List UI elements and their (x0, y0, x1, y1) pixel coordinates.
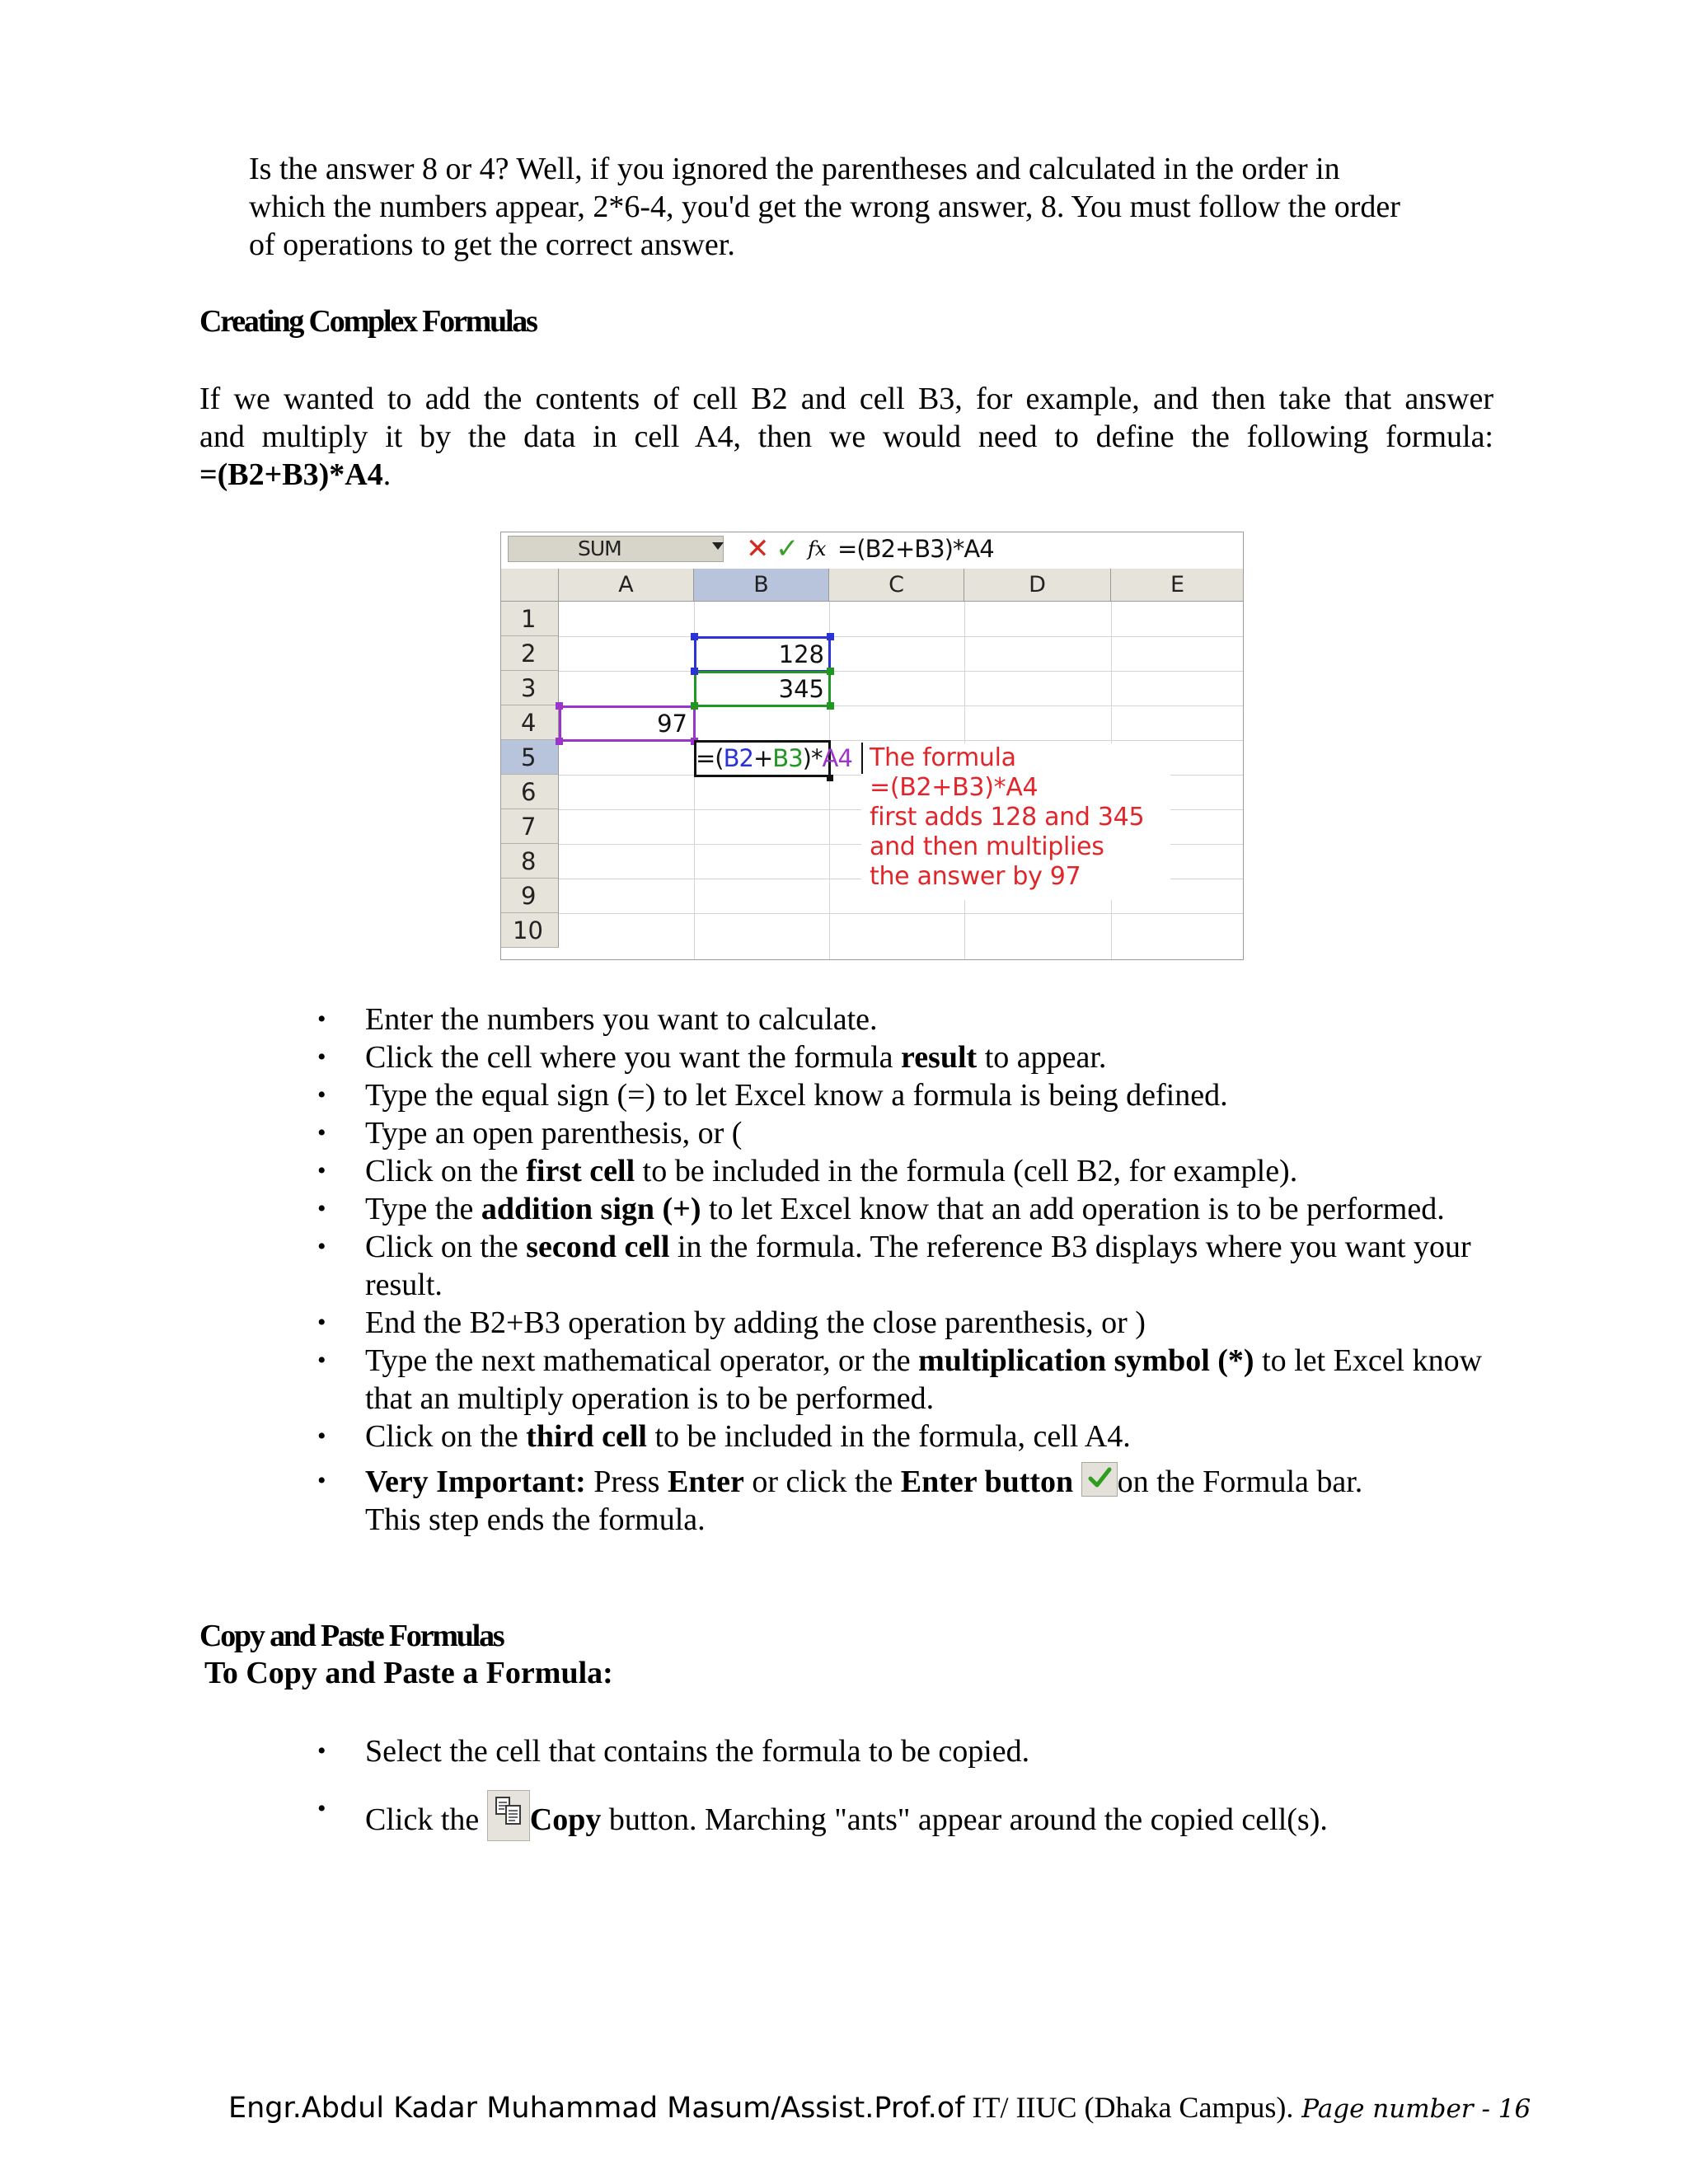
step-text: Type the (365, 1192, 481, 1226)
step-text: Click on the (365, 1419, 527, 1454)
step-text: to let Excel know that an add operation is to be performed. (701, 1192, 1445, 1226)
formula-part: + (753, 744, 773, 772)
section1-line: If we wanted to add the contents of cell B2 and cell B3, for example, and then take that answer (199, 382, 1493, 416)
list-item (317, 1038, 1494, 1076)
step-bold: second cell (526, 1230, 670, 1264)
step-text: Enter the numbers you want to calculate. (365, 1002, 878, 1037)
annotation-line: first adds 128 and 345 (870, 803, 1145, 832)
cell-b2[interactable]: 128 (778, 640, 824, 668)
list-item (317, 1001, 1494, 1038)
bullet: • (317, 1005, 326, 1033)
formula-line (199, 456, 1493, 494)
formula-part: )* (802, 744, 823, 772)
column-header-b[interactable]: B (694, 569, 829, 602)
formula-ref-a4: A4 (822, 744, 852, 772)
step-text: or click the (743, 1465, 901, 1499)
section-heading-complex-formulas: Creating Complex Formulas (199, 304, 537, 339)
list-item (317, 1114, 1494, 1152)
step-text: Type an open parenthesis, or ( (365, 1116, 743, 1151)
step-text: Type the next mathematical operator, or the (365, 1343, 919, 1378)
chevron-down-icon[interactable] (712, 542, 724, 550)
cell-b5-formula[interactable] (696, 743, 852, 774)
intro-line: Is the answer 8 or 4? Well, if you ignored the parentheses and calculated in the order in (249, 152, 1340, 186)
step-bold: result (901, 1040, 978, 1075)
step-text: Select the cell that contains the formula to be copied. (365, 1734, 1030, 1769)
formula-bar-input[interactable]: =(B2+B3)*A4 (837, 535, 994, 563)
insert-function-icon[interactable]: fx (808, 537, 827, 560)
row-header-9[interactable]: 9 (501, 879, 559, 913)
step-text: Click the cell where you want the formula (365, 1040, 902, 1075)
step-bold: Copy (529, 1802, 602, 1837)
bullet: • (317, 1309, 326, 1336)
list-item (317, 1342, 1494, 1418)
annotation-text (870, 743, 1144, 892)
checkmark-icon[interactable]: ✓ (776, 532, 799, 565)
cell-a4[interactable]: 97 (657, 710, 687, 738)
list-item (317, 1790, 1494, 1841)
step-text: Click the (365, 1802, 487, 1837)
row-header-4[interactable]: 4 (501, 705, 559, 740)
step-text: in the formula. The reference B3 displays where you want your result. (365, 1230, 1471, 1302)
list-item (317, 1190, 1494, 1228)
formula-period: . (382, 457, 392, 492)
steps-list (317, 1001, 1494, 1539)
column-header-c[interactable]: C (829, 569, 964, 602)
checkmark-icon (1081, 1462, 1118, 1497)
annotation-line: The formula (870, 743, 1016, 772)
step-text: to be included in the formula, cell A4. (646, 1419, 1131, 1454)
step-text: to let Excel know that an multiply operation is to be performed. (365, 1343, 1483, 1416)
name-box[interactable]: SUM (508, 536, 724, 562)
bullet: • (317, 1081, 326, 1108)
fill-handle[interactable] (827, 775, 833, 781)
formula-ref-b2: B2 (723, 744, 753, 772)
footer-author: Engr.Abdul Kadar Muhammad Masum/Assist.Prof.of (228, 2092, 965, 2125)
list-item-important (317, 1462, 1494, 1539)
formula-bar (501, 532, 1244, 569)
annotation-note (861, 743, 1170, 900)
column-header-d[interactable]: D (964, 569, 1111, 602)
row-header-7[interactable]: 7 (501, 809, 559, 844)
range-handle[interactable] (827, 633, 834, 640)
list-item (317, 1152, 1494, 1190)
list-item (317, 1304, 1494, 1342)
intro-line: of operations to get the correct answer. (249, 227, 735, 262)
intro-line: which the numbers appear, 2*6-4, you'd get the wrong answer, 8. You must follow the order (249, 190, 1400, 224)
bullet: • (317, 1119, 326, 1146)
step-text: Press (585, 1465, 668, 1499)
bullet: • (317, 1233, 326, 1260)
step-text: button. Marching "ants" appear around the copied cell(s). (601, 1802, 1328, 1837)
list-item (317, 1228, 1494, 1304)
footer-page-number: Page number - 16 (1293, 2094, 1531, 2124)
row-header-3[interactable]: 3 (501, 671, 559, 705)
step-text: to be included in the formula (cell B2, for example). (635, 1154, 1298, 1188)
section1-line: and multiply it by the data in cell A4, then we would need to define the following formula: (199, 419, 1493, 454)
bullet: • (317, 1347, 326, 1374)
row-header-1[interactable]: 1 (501, 602, 559, 636)
subheading-copy-paste: To Copy and Paste a Formula: (204, 1656, 613, 1690)
step-text: to appear. (977, 1040, 1107, 1075)
step-bold: multiplication symbol (*) (918, 1343, 1254, 1378)
row-header-5[interactable]: 5 (501, 740, 559, 775)
row-header-6[interactable]: 6 (501, 775, 559, 809)
bullet: • (317, 1195, 326, 1222)
grid-line (559, 636, 1244, 637)
range-handle[interactable] (827, 702, 834, 710)
annotation-line: and then multiplies (870, 832, 1104, 861)
copy-icon (487, 1790, 530, 1841)
column-header-e[interactable]: E (1111, 569, 1244, 602)
worksheet-grid (501, 569, 1244, 960)
section1-paragraph (199, 380, 1493, 494)
step-text: This step ends the formula. (365, 1502, 706, 1537)
column-header-a[interactable]: A (559, 569, 694, 602)
formula-text: =(B2+B3)*A4 (199, 457, 383, 492)
bullet: • (317, 1467, 326, 1494)
step-text: on the Formula bar. (1117, 1465, 1363, 1499)
step-bold: first cell (526, 1154, 635, 1188)
bullet: • (317, 1422, 326, 1450)
excel-screenshot (500, 532, 1244, 960)
range-handle[interactable] (827, 668, 834, 675)
annotation-line: the answer by 97 (870, 862, 1081, 891)
list-item (317, 1076, 1494, 1114)
cancel-icon[interactable]: ✕ (746, 532, 770, 565)
bullet: • (317, 1157, 326, 1184)
row-header-8[interactable]: 8 (501, 844, 559, 879)
copy-steps-list (317, 1732, 1494, 1841)
row-header-10[interactable]: 10 (501, 913, 559, 948)
footer-dept: IT/ IIUC (Dhaka Campus). (964, 2091, 1294, 2124)
grid-line (559, 913, 1244, 914)
step-bold: Enter (667, 1465, 744, 1499)
formula-ref-b3: B3 (772, 744, 803, 772)
step-text: Click on the (365, 1154, 527, 1188)
page-footer (228, 2089, 1531, 2127)
step-bold: Enter button (900, 1465, 1074, 1499)
section-heading-copy-paste: Copy and Paste Formulas (199, 1619, 504, 1653)
list-item (317, 1418, 1494, 1455)
bullet: • (317, 1737, 326, 1765)
intro-paragraph (249, 150, 1485, 264)
step-bold: addition sign (+) (481, 1192, 701, 1226)
step-bold: third cell (526, 1419, 647, 1454)
list-item (317, 1732, 1494, 1770)
text-cursor (861, 743, 863, 774)
cell-b3[interactable]: 345 (778, 675, 824, 703)
annotation-line: =(B2+B3)*A4 (870, 773, 1039, 802)
formula-part: =( (696, 744, 724, 772)
row-header-2[interactable]: 2 (501, 636, 559, 671)
bullet: • (317, 1795, 326, 1822)
step-bold: Very Important: (365, 1465, 586, 1499)
select-all-corner[interactable] (501, 569, 559, 602)
step-text: Click on the (365, 1230, 527, 1264)
step-text: End the B2+B3 operation by adding the close parenthesis, or ) (365, 1305, 1146, 1340)
grid-line (559, 671, 1244, 672)
step-text: Type the equal sign (=) to let Excel know a formula is being defined. (365, 1078, 1228, 1113)
bullet: • (317, 1043, 326, 1071)
